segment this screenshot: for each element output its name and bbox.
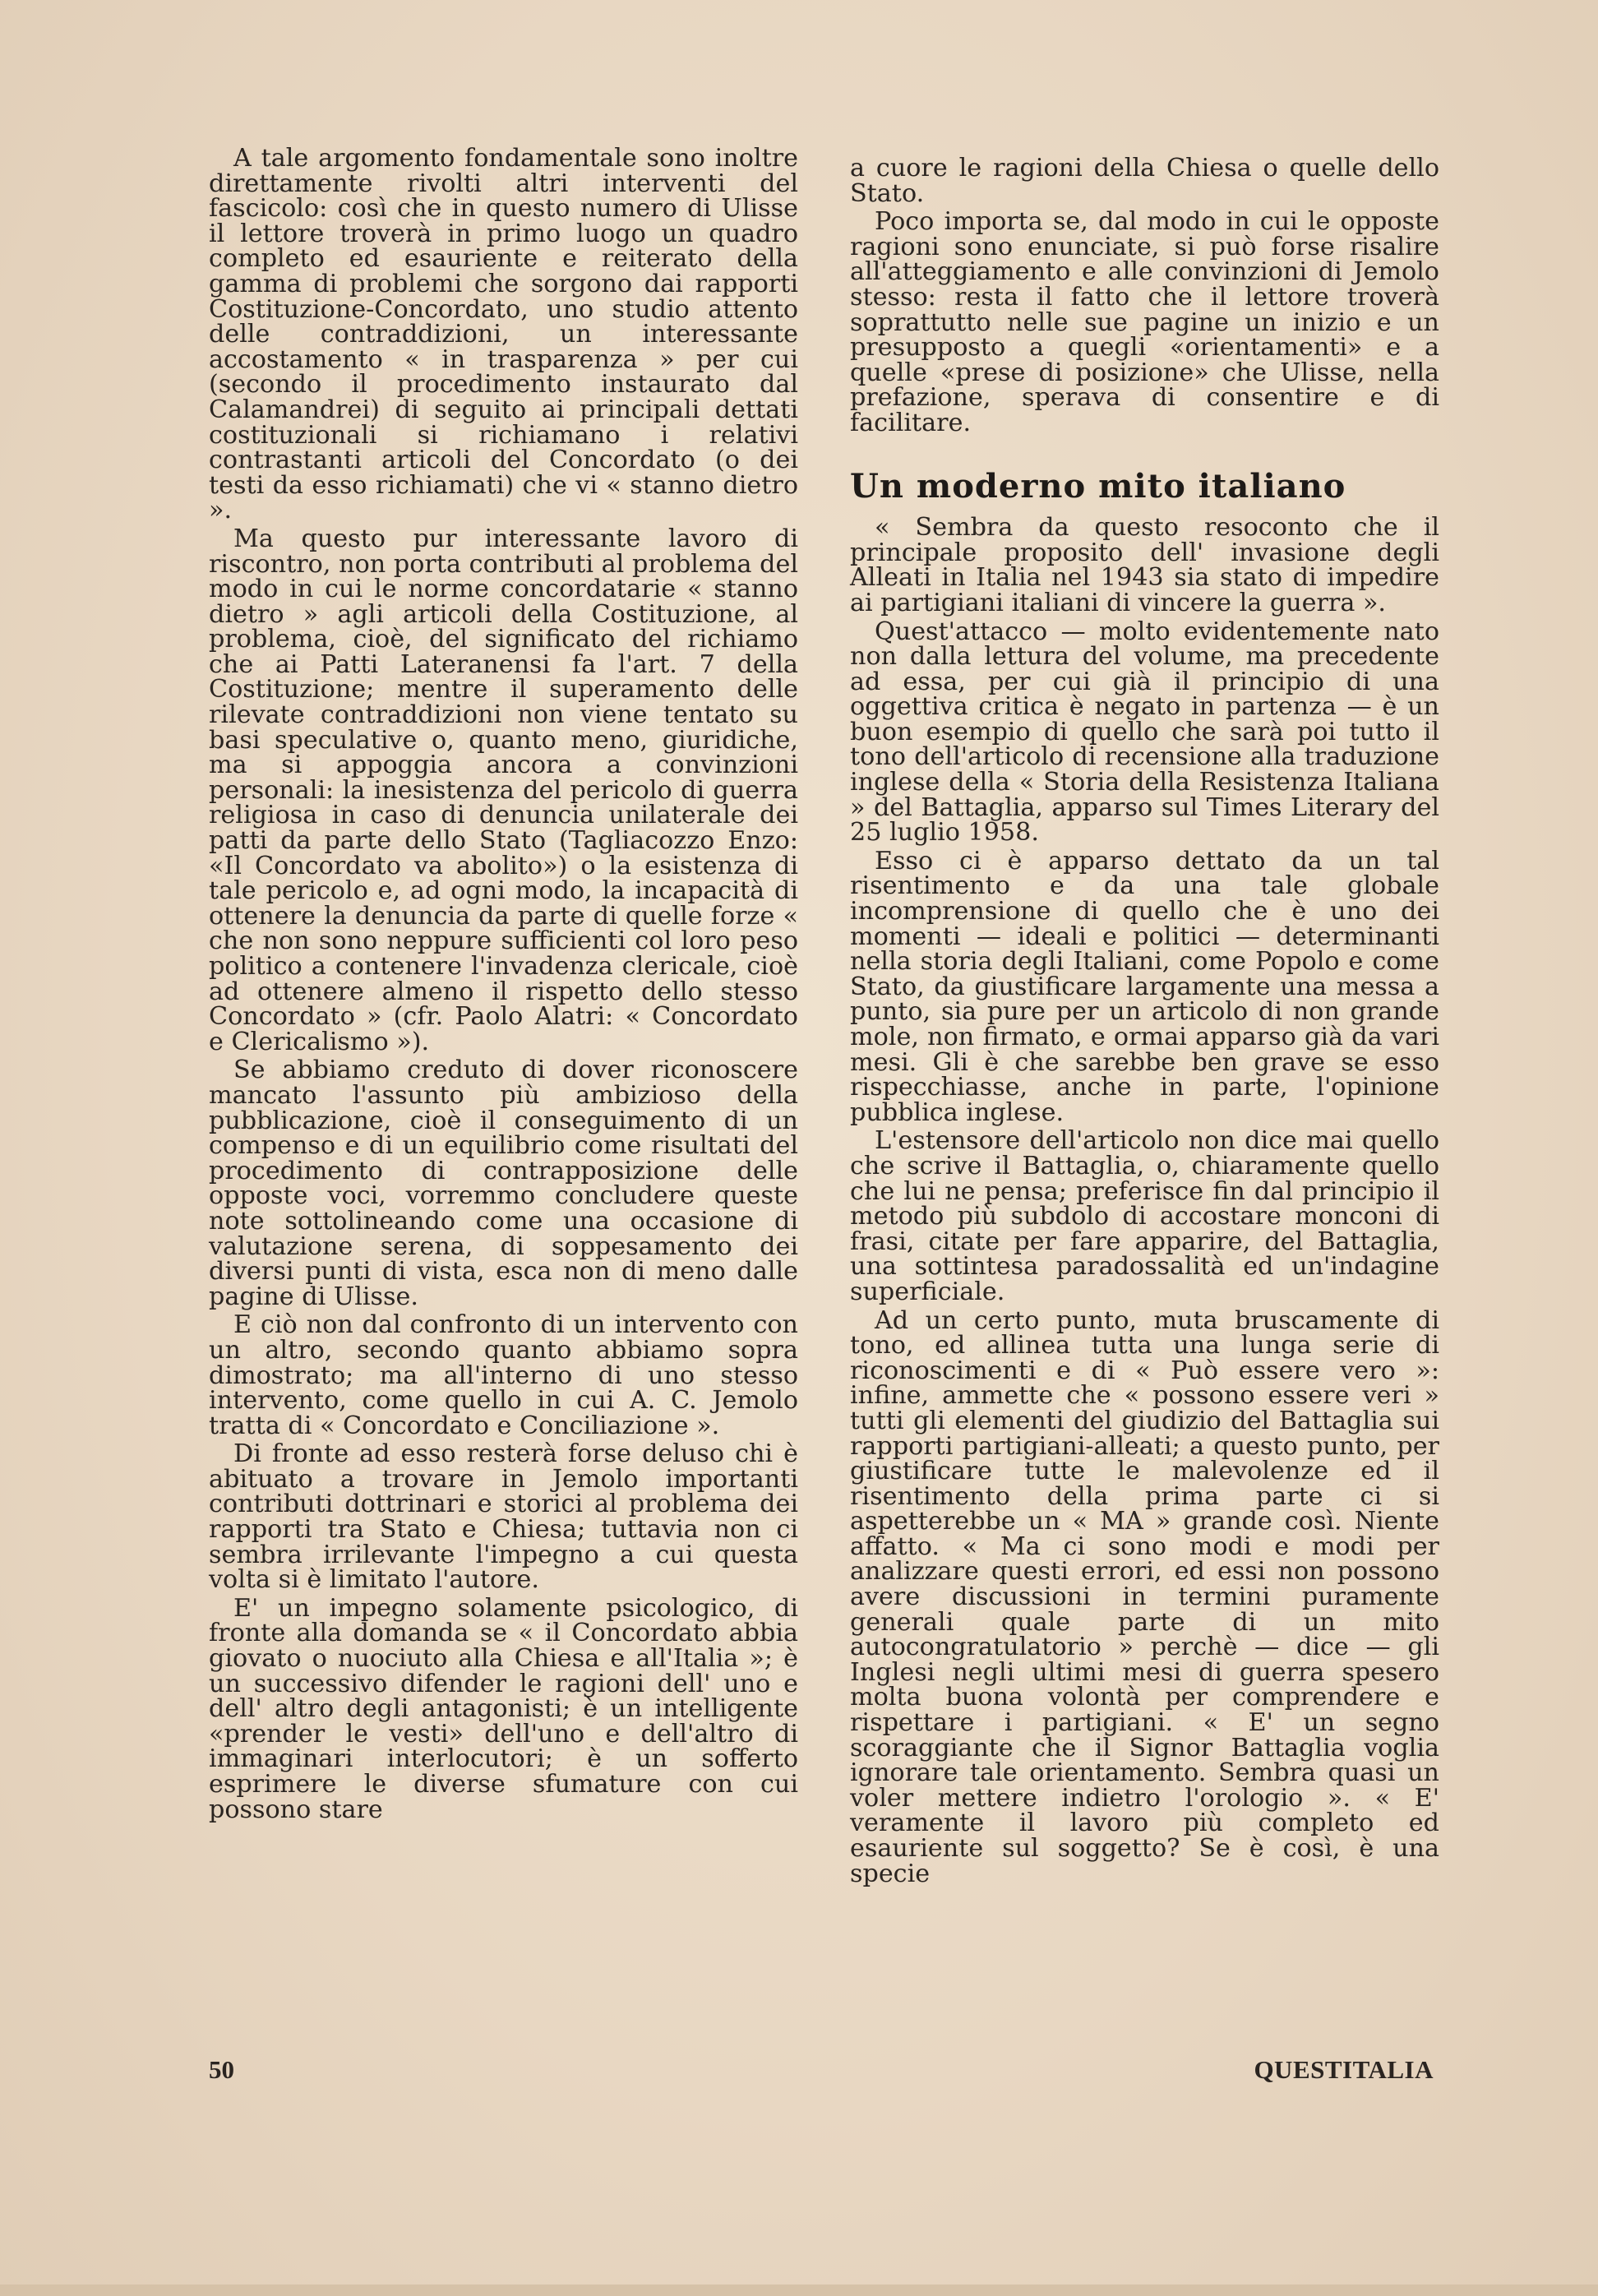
magazine-name: QUESTITALIA xyxy=(1254,2055,1434,2084)
right-column xyxy=(850,156,1439,1890)
paragraph: E' un impegno solamente psicologico, di fronte alla domanda se « il Concordato abbia giovato o nuociuto alla Chiesa e all'Italia »; è un successivo difender le ragioni dell' uno e dell' altro degli antagonisti; è un intelligente «prender le vesti» dell'uno e dell'altro di immaginari interlocutori; è un sofferto esprimere le diverse sfumature con cui possono stare xyxy=(209,1593,798,1824)
section-heading: Un moderno mito italiano xyxy=(850,466,1346,506)
paragraph: Ma questo pur interessante lavoro di riscontro, non porta contributi al problema del modo in cui le norme concordatarie « stanno dietro » agli articoli della Costituzione, al problema, cioè, del significato del richiamo che ai Patti Lateranensi fa l'art. 7 della Costituzione; mentre il superamento delle rilevate contraddizioni non viene tentato su basi speculative o, quanto meno, giuridiche, ma si appoggia ancora a convinzioni personali: la inesistenza del pericolo di guerra religiosa in caso di denuncia unilaterale dei patti da parte dello Stato (Tagliacozzo Enzo: «Il Concordato va abolito») o la esistenza di tale pericolo e, ad ogni modo, la incapacità di ottenere la denuncia da parte di quelle forze « che non sono neppure sufficienti col loro peso politico a contenere l'invadenza clericale, cioè ad ottenere almeno il rispetto dello stesso Concordato » (cfr. Paolo Alatri: « Concordato e Clericalismo »). xyxy=(209,524,798,1056)
left-column xyxy=(209,146,798,1826)
page-number: 50 xyxy=(209,2055,234,2084)
paragraph: Se abbiamo creduto di dover riconoscere mancato l'assunto più ambizioso della pubblicazione, cioè il conseguimento di un compenso e di un equilibrio come risultati del procedimento di contrapposizione delle opposte voci, vorremmo concludere queste note sottolineando come una occasione di valutazione serena, di soppesamento dei diversi punti di vista, esca non di meno dalle pagine di Ulisse. xyxy=(209,1056,798,1311)
paragraph: Ad un certo punto, muta bruscamente di tono, ed allinea tutta una lunga serie di riconoscimenti e di « Può essere vero »: infine, ammette che « possono essere veri » tutti gli elementi del giudizio del Battaglia sui rapporti partigiani-alleati; a questo punto, per giustificare tutte le malevolenze ed il risentimento della prima parte ci si aspetterebbe un « MA » grande così. Niente affatto. « Ma ci sono modi e modi per analizzare questi errori, ed essi non possono avere discussioni in termini puramente generali quale parte di un mito autocongratulatorio » perchè — dice — gli Inglesi negli ultimi mesi di guerra spesero molta buona volontà per comprendere e rispettare i partigiani. « E' un segno scoraggiante che il Signor Battaglia voglia ignorare tale orientamento. Sembra quasi un voler mettere indietro l'orologio ». « E' veramente il lavoro più completo ed esauriente sul soggetto? Se è così, è una specie xyxy=(850,1305,1439,1888)
paragraph: A tale argomento fondamentale sono inoltre direttamente rivolti altri interventi del fascicolo: così che in questo numero di Ulisse il lettore troverà in primo luogo un quadro completo ed esauriente e reiterato della gamma di problemi che sorgono dai rapporti Costituzione-Concordato, uno studio attento delle contraddizioni, un interessante accostamento « in trasparenza » per cui (secondo il procedimento instaurato dal Calamandrei) di seguito ai principali dettati costituzionali si richiamano i relativi contrastanti articoli del Concordato (o dei testi da esso richiamati) che vi « stanno dietro ». xyxy=(209,144,798,525)
paragraph: E ciò non dal confronto di un intervento con un altro, secondo quanto abbiamo sopra dimostrato; ma all'interno di uno stesso intervento, come quello in cui A. C. Jemolo tratta di « Concordato e Conciliazione ». xyxy=(209,1310,798,1440)
paragraph: L'estensore dell'articolo non dice mai quello che scrive il Battaglia, o, chiaramente quello che lui ne pensa; preferisce fin dal principio il metodo più subdolo di accostare monconi di frasi, citate per fare apparire, del Battaglia, una sottintesa paradossalità ed un'indagine superficiale. xyxy=(850,1126,1439,1306)
paragraph: a cuore le ragioni della Chiesa o quelle dello Stato. xyxy=(850,154,1439,208)
paragraph: Di fronte ad esso resterà forse deluso chi è abituato a trovare in Jemolo importanti contributi dottrinari e storici al problema dei rapporti tra Stato e Chiesa; tuttavia non ci sembra irrilevante l'impegno a cui questa volta si è limitato l'autore. xyxy=(209,1439,798,1595)
paragraph: Esso ci è apparso dettato da un tal risentimento e da una tale globale incomprensione di quello che è uno dei momenti — ideali e politici — determinanti nella storia degli Italiani, come Popolo e come Stato, da giustificare largamente una messa a punto, sia pure per un articolo di non grande mole, non firmato, e ormai apparso già da vari mesi. Gli è che sarebbe ben grave se esso rispecchiasse, anche in parte, l'opinione pubblica inglese. xyxy=(850,846,1439,1127)
paragraph: Poco importa se, dal modo in cui le opposte ragioni sono enunciate, si può forse risalire all'atteggiamento e alle convinzioni di Jemolo stesso: resta il fatto che il lettore troverà soprattutto nelle sue pagine un inizio e un presupposto a quegli «orientamenti» e a quelle «prese di posizione» che Ulisse, nella prefazione, sperava di consentire e di facilitare. xyxy=(850,207,1439,437)
page-edge xyxy=(0,2284,1598,2296)
paragraph: Quest'attacco — molto evidentemente nato non dalla lettura del volume, ma precedente ad essa, per cui già il principio di una oggettiva critica è negato in partenza — è un buon esempio di quello che sarà poi tutto il tono dell'articolo di recensione alla traduzione inglese della « Storia della Resistenza Italiana » del Battaglia, apparso sul Times Literary del 25 luglio 1958. xyxy=(850,617,1439,848)
paragraph: « Sembra da questo resoconto che il principale proposito dell' invasione degli Alleati in Italia nel 1943 sia stato di impedire ai partigiani italiani di vincere la guerra ». xyxy=(850,513,1439,617)
